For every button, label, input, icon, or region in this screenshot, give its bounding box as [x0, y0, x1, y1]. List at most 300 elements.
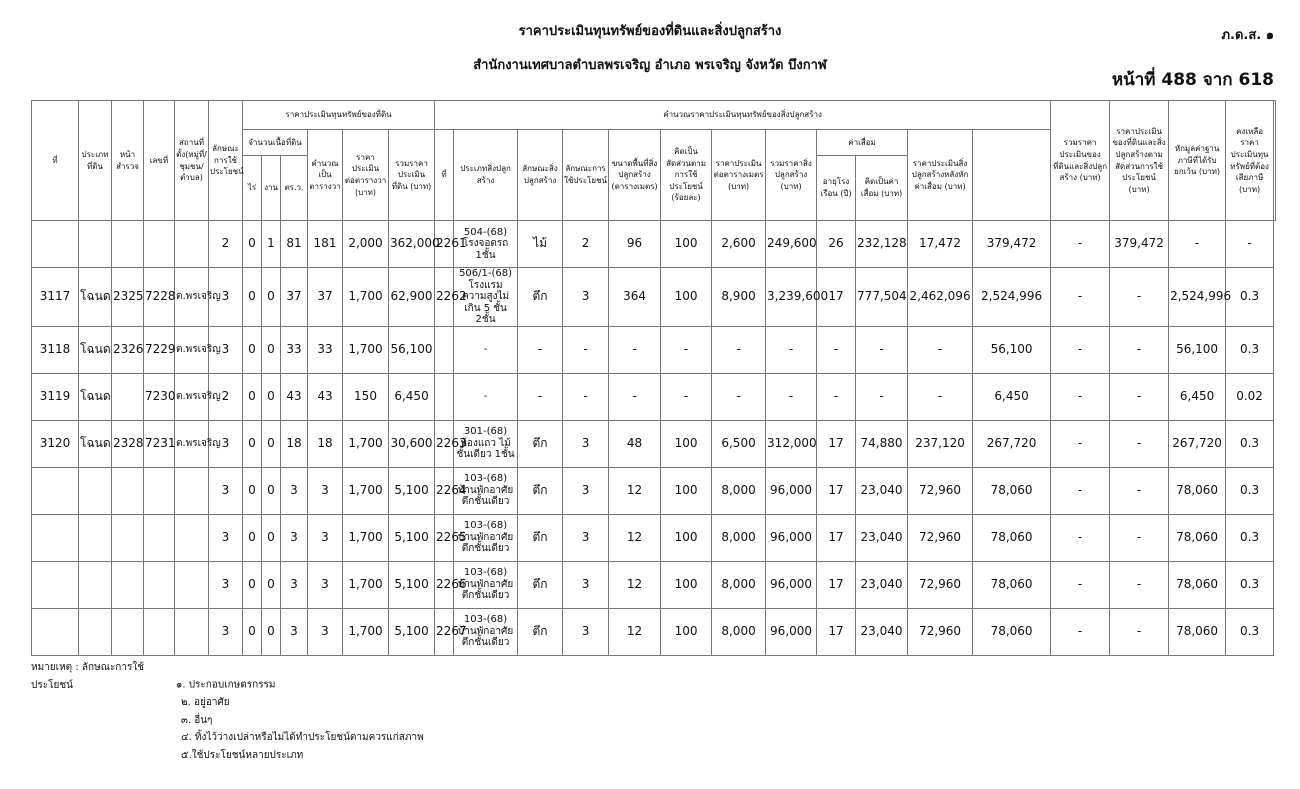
cell-survey-page: [112, 561, 144, 608]
cell-rai: 0: [243, 268, 262, 327]
cell-wa: 3: [281, 608, 308, 655]
cell-tax-rate: 0.3: [1226, 561, 1274, 608]
cell-b-type: 103-(68) บ้านพักอาศัยตึกชั้นเดียว: [454, 514, 518, 561]
cell-number: 7230: [144, 373, 175, 420]
cell-price-per-wa: 1,700: [343, 514, 389, 561]
cell-wa: 33: [281, 326, 308, 373]
cell-price-per-wa: 1,700: [343, 467, 389, 514]
cell-usage: 3: [209, 514, 243, 561]
header-taxable: คงเหลือราคาประเมินทุนทรัพย์ที่ต้องเสียภาษี (บาท): [1226, 101, 1274, 221]
cell-calc-wa: 3: [308, 514, 343, 561]
cell-land-type: โฉนด: [79, 373, 112, 420]
header-ngan: งาน: [262, 156, 281, 221]
cell-land-total: 362,000: [389, 221, 435, 268]
cell-no: [32, 467, 79, 514]
cell-b-ratio: 100: [661, 514, 712, 561]
cell-calc-wa: 181: [308, 221, 343, 268]
cell-b-no: 2262: [435, 268, 454, 327]
cell-b-price-m: -: [712, 326, 766, 373]
header-number: เลขที่: [144, 101, 175, 221]
cell-number: [144, 221, 175, 268]
header-depreciation-amount: คิดเป็นค่าเสื่อม (บาท): [856, 156, 908, 221]
cell-no: [32, 561, 79, 608]
cell-after-dep: 72,960: [908, 514, 973, 561]
cell-price-per-wa: 1,700: [343, 561, 389, 608]
cell-grand-total: 78,060: [973, 467, 1051, 514]
cell-b-no: 2266: [435, 561, 454, 608]
cell-no: 3118: [32, 326, 79, 373]
header-calc-wa: คำนวณเป็นตารางวา: [308, 130, 343, 221]
cell-after-dep: 17,472: [908, 221, 973, 268]
cell-calc-wa: 18: [308, 420, 343, 467]
header-building-size: ขนาดพื้นที่สิ่งปลูกสร้าง (ตารางเมตร): [609, 130, 661, 221]
cell-b-kind: -: [518, 373, 563, 420]
cell-rai: 0: [243, 221, 262, 268]
cell-number: [144, 561, 175, 608]
cell-b-kind: ตึก: [518, 268, 563, 327]
cell-calc-wa: 3: [308, 561, 343, 608]
cell-b-ratio: 100: [661, 221, 712, 268]
cell-usage: 3: [209, 561, 243, 608]
header-building-total: รวมราคาสิ่งปลูกสร้าง (บาท): [766, 130, 817, 221]
header-building-ratio: คิดเป็นสัดส่วนตามการใช้ประโยชน์ (ร้อยละ): [661, 130, 712, 221]
cell-rai: 0: [243, 373, 262, 420]
header-usage: ลักษณะการใช้ประโยชน์: [209, 101, 243, 221]
cell-tax-rate: 0.3: [1226, 608, 1274, 655]
cell-b-ratio: 100: [661, 608, 712, 655]
cell-land-total: 5,100: [389, 514, 435, 561]
cell-b-kind: ตึก: [518, 514, 563, 561]
cell-usage: 3: [209, 467, 243, 514]
cell-wa: 81: [281, 221, 308, 268]
cell-taxable: 6,450: [1169, 373, 1226, 420]
cell-grand-total: 78,060: [973, 514, 1051, 561]
cell-rai: 0: [243, 420, 262, 467]
header-building-no: ที่: [435, 130, 454, 221]
cell-by-ratio: -: [1051, 373, 1110, 420]
cell-taxable: 78,060: [1169, 608, 1226, 655]
cell-b-usage: 3: [563, 608, 609, 655]
table-row: [32, 420, 1276, 467]
cell-price-per-wa: 150: [343, 373, 389, 420]
notes-item: ๑. ประกอบเกษตรกรรม: [176, 679, 276, 691]
cell-b-no: 2264: [435, 467, 454, 514]
cell-b-no: 2265: [435, 514, 454, 561]
cell-b-type: 504-(68) โรงจอดรถ 1ชั้น: [454, 221, 518, 268]
cell-b-total: 312,000: [766, 420, 817, 467]
cell-b-type: -: [454, 326, 518, 373]
header-building-usage: ลักษณะการใช้ประโยชน์: [563, 130, 609, 221]
header-building-type: ประเภทสิ่งปลูกสร้าง: [454, 130, 518, 221]
cell-price-per-wa: 1,700: [343, 420, 389, 467]
cell-b-ratio: 100: [661, 561, 712, 608]
cell-b-ratio: 100: [661, 467, 712, 514]
cell-b-size: 12: [609, 608, 661, 655]
cell-location: ต.พรเจริญ: [175, 268, 209, 327]
cell-by-ratio: -: [1051, 221, 1110, 268]
cell-survey-page: [112, 467, 144, 514]
notes-item: ๔. ทิ้งไว้ว่างเปล่าหรือไม่ได้ทำประโยชน์ตามควรแก่สภาพ: [181, 732, 424, 743]
cell-ngan: 0: [262, 420, 281, 467]
table-row: [32, 467, 1276, 514]
cell-location: [175, 514, 209, 561]
cell-b-size: 364: [609, 268, 661, 327]
cell-dep-amount: 232,128: [856, 221, 908, 268]
cell-b-price-m: 2,600: [712, 221, 766, 268]
cell-b-price-m: 6,500: [712, 420, 766, 467]
cell-wa: 3: [281, 561, 308, 608]
table-row: [32, 268, 1276, 327]
cell-b-total: 96,000: [766, 608, 817, 655]
cell-b-price-m: 8,000: [712, 514, 766, 561]
cell-b-size: -: [609, 373, 661, 420]
cell-b-size: 96: [609, 221, 661, 268]
cell-deduction: -: [1110, 326, 1169, 373]
cell-b-type: 103-(68) บ้านพักอาศัยตึกชั้นเดียว: [454, 561, 518, 608]
cell-tax-rate: 0.3: [1226, 514, 1274, 561]
cell-rai: 0: [243, 326, 262, 373]
cell-b-no: 2267: [435, 608, 454, 655]
cell-taxable: 2,524,996: [1169, 268, 1226, 327]
cell-grand-total: 6,450: [973, 373, 1051, 420]
header-group-area: จำนวนเนื้อที่ดิน: [243, 130, 308, 156]
header-land-total: รวมราคาประเมินที่ดิน (บาท): [389, 130, 435, 221]
cell-dep-amount: 23,040: [856, 514, 908, 561]
header-wa: ตร.ว.: [281, 156, 308, 221]
cell-b-size: 12: [609, 514, 661, 561]
cell-number: 7228: [144, 268, 175, 327]
cell-wa: 43: [281, 373, 308, 420]
cell-b-type: 103-(68) บ้านพักอาศัยตึกชั้นเดียว: [454, 467, 518, 514]
cell-by-ratio: -: [1051, 608, 1110, 655]
cell-b-no: 2263: [435, 420, 454, 467]
cell-ngan: 1: [262, 221, 281, 268]
cell-land-total: 56,100: [389, 326, 435, 373]
notes-item: ๕.ใช้ประโยชน์หลายประเภท: [181, 749, 304, 761]
cell-land-type: โฉนด: [79, 268, 112, 327]
cell-b-kind: ตึก: [518, 420, 563, 467]
cell-b-total: 96,000: [766, 467, 817, 514]
cell-b-kind: ตึก: [518, 561, 563, 608]
cell-tax-rate: 0.3: [1226, 268, 1274, 327]
cell-land-type: [79, 608, 112, 655]
cell-no: [32, 608, 79, 655]
cell-deduction: -: [1110, 373, 1169, 420]
header-rai: ไร่: [243, 156, 262, 221]
cell-survey-page: 2325: [112, 268, 144, 327]
cell-after-dep: -: [908, 326, 973, 373]
cell-location: [175, 467, 209, 514]
header-group-land: ราคาประเมินทุนทรัพย์ของที่ดิน: [243, 101, 435, 130]
cell-usage: 2: [209, 221, 243, 268]
cell-tax-rate: 0.02: [1226, 373, 1274, 420]
header-building-kind: ลักษณะสิ่งปลูกสร้าง: [518, 130, 563, 221]
cell-taxable: 78,060: [1169, 467, 1226, 514]
cell-location: [175, 221, 209, 268]
cell-dep-amount: 74,880: [856, 420, 908, 467]
cell-b-price-m: 8,000: [712, 467, 766, 514]
cell-b-usage: 3: [563, 467, 609, 514]
cell-age: 17: [817, 514, 856, 561]
cell-by-ratio: -: [1051, 514, 1110, 561]
cell-b-kind: ไม้: [518, 221, 563, 268]
cell-survey-page: [112, 514, 144, 561]
cell-survey-page: [112, 221, 144, 268]
cell-grand-total: 267,720: [973, 420, 1051, 467]
cell-dep-amount: -: [856, 326, 908, 373]
table-row: [32, 221, 1276, 268]
cell-land-type: [79, 561, 112, 608]
cell-survey-page: 2328: [112, 420, 144, 467]
cell-by-ratio: -: [1051, 561, 1110, 608]
form-code: ภ.ด.ส. ๑: [1221, 28, 1274, 43]
cell-b-no: [435, 326, 454, 373]
cell-by-ratio: -: [1051, 420, 1110, 467]
cell-deduction: 379,472: [1110, 221, 1169, 268]
cell-after-dep: 72,960: [908, 467, 973, 514]
cell-b-price-m: -: [712, 373, 766, 420]
cell-age: 17: [817, 420, 856, 467]
cell-taxable: 78,060: [1169, 561, 1226, 608]
cell-land-total: 5,100: [389, 467, 435, 514]
cell-b-total: -: [766, 373, 817, 420]
cell-no: 3119: [32, 373, 79, 420]
cell-b-ratio: 100: [661, 268, 712, 327]
cell-ngan: 0: [262, 467, 281, 514]
cell-wa: 3: [281, 467, 308, 514]
cell-land-type: โฉนด: [79, 326, 112, 373]
cell-number: [144, 514, 175, 561]
cell-land-total: 30,600: [389, 420, 435, 467]
cell-survey-page: [112, 608, 144, 655]
cell-deduction: -: [1110, 420, 1169, 467]
cell-number: 7229: [144, 326, 175, 373]
cell-age: 17: [817, 467, 856, 514]
cell-number: [144, 467, 175, 514]
cell-tax-rate: 0.3: [1226, 326, 1274, 373]
cell-by-ratio: -: [1051, 326, 1110, 373]
cell-b-usage: 3: [563, 420, 609, 467]
cell-deduction: -: [1110, 561, 1169, 608]
cell-b-type: 103-(68) บ้านพักอาศัยตึกชั้นเดียว: [454, 608, 518, 655]
cell-land-type: [79, 514, 112, 561]
cell-b-total: 96,000: [766, 514, 817, 561]
cell-ngan: 0: [262, 373, 281, 420]
assessment-table: [31, 100, 1276, 656]
cell-after-dep: 237,120: [908, 420, 973, 467]
cell-b-type: -: [454, 373, 518, 420]
cell-ngan: 0: [262, 608, 281, 655]
cell-rai: 0: [243, 467, 262, 514]
cell-location: ต.พรเจริญ: [175, 326, 209, 373]
cell-b-kind: ตึก: [518, 608, 563, 655]
cell-price-per-wa: 1,700: [343, 608, 389, 655]
cell-b-size: 48: [609, 420, 661, 467]
header-price-per-wa: ราคาประเมินต่อตารางวา (บาท): [343, 130, 389, 221]
notes-section: [31, 659, 424, 764]
cell-land-total: 6,450: [389, 373, 435, 420]
table-row: [32, 373, 1276, 420]
cell-b-total: -: [766, 326, 817, 373]
header-age: อายุโรงเรือน (ปี): [817, 156, 856, 221]
table-body: [32, 221, 1276, 656]
cell-b-total: 3,239,600: [766, 268, 817, 327]
cell-b-ratio: -: [661, 373, 712, 420]
header-tax-rate: [1274, 101, 1276, 221]
cell-deduction: -: [1110, 268, 1169, 327]
cell-grand-total: 78,060: [973, 608, 1051, 655]
cell-after-dep: 72,960: [908, 608, 973, 655]
header-location: สถานที่ตั้ง(หมู่ที่/ชุมชน/ตำบล): [175, 101, 209, 221]
cell-b-usage: -: [563, 373, 609, 420]
cell-land-total: 5,100: [389, 561, 435, 608]
cell-age: 26: [817, 221, 856, 268]
cell-after-dep: -: [908, 373, 973, 420]
cell-price-per-wa: 1,700: [343, 268, 389, 327]
cell-taxable: 267,720: [1169, 420, 1226, 467]
cell-tax-rate: -: [1226, 221, 1274, 268]
cell-b-type: 301-(68) ห้องแถว ไม้ชั้นเดียว 1ชั้น: [454, 420, 518, 467]
cell-dep-amount: 23,040: [856, 608, 908, 655]
notes-item: ๒. อยู่อาศัย: [181, 697, 230, 708]
cell-land-total: 62,900: [389, 268, 435, 327]
table-header: [32, 101, 1276, 221]
cell-by-ratio: -: [1051, 467, 1110, 514]
cell-taxable: 78,060: [1169, 514, 1226, 561]
header-deduction: หักมูลค่าฐานภาษีที่ได้รับยกเว้น (บาท): [1169, 101, 1226, 221]
cell-wa: 37: [281, 268, 308, 327]
cell-tax-rate: 0.3: [1226, 467, 1274, 514]
cell-grand-total: 56,100: [973, 326, 1051, 373]
cell-b-price-m: 8,000: [712, 561, 766, 608]
header-survey-page: หน้าสำรวจ: [112, 101, 144, 221]
cell-dep-amount: 23,040: [856, 467, 908, 514]
cell-b-usage: 3: [563, 268, 609, 327]
cell-usage: 3: [209, 420, 243, 467]
cell-b-usage: -: [563, 326, 609, 373]
cell-b-no: [435, 373, 454, 420]
cell-age: 17: [817, 608, 856, 655]
cell-no: [32, 514, 79, 561]
cell-b-no: 2261: [435, 221, 454, 268]
cell-location: ต.พรเจริญ: [175, 373, 209, 420]
header-group-building: คำนวณราคาประเมินทุนทรัพย์ของสิ่งปลูกสร้าง: [435, 101, 1051, 130]
cell-no: [32, 221, 79, 268]
cell-taxable: 56,100: [1169, 326, 1226, 373]
cell-usage: 3: [209, 268, 243, 327]
page-indicator: หน้าที่ 488 จาก 618: [1111, 70, 1274, 90]
cell-b-kind: ตึก: [518, 467, 563, 514]
cell-wa: 3: [281, 514, 308, 561]
cell-b-price-m: 8,900: [712, 268, 766, 327]
cell-grand-total: 379,472: [973, 221, 1051, 268]
cell-b-usage: 2: [563, 221, 609, 268]
cell-b-kind: -: [518, 326, 563, 373]
header-no: ที่: [32, 101, 79, 221]
cell-ngan: 0: [262, 514, 281, 561]
cell-no: 3117: [32, 268, 79, 327]
cell-land-type: [79, 221, 112, 268]
cell-calc-wa: 3: [308, 467, 343, 514]
cell-land-type: โฉนด: [79, 420, 112, 467]
cell-age: -: [817, 373, 856, 420]
cell-usage: 2: [209, 373, 243, 420]
cell-location: ต.พรเจริญ: [175, 420, 209, 467]
cell-by-ratio: -: [1051, 268, 1110, 327]
cell-b-ratio: -: [661, 326, 712, 373]
cell-price-per-wa: 2,000: [343, 221, 389, 268]
cell-calc-wa: 43: [308, 373, 343, 420]
cell-grand-total: 2,524,996: [973, 268, 1051, 327]
cell-after-dep: 72,960: [908, 561, 973, 608]
cell-grand-total: 78,060: [973, 561, 1051, 608]
cell-tax-rate: 0.3: [1226, 420, 1274, 467]
cell-wa: 18: [281, 420, 308, 467]
header-building-price: ราคาประเมินต่อตารางเมตร (บาท): [712, 130, 766, 221]
cell-usage: 3: [209, 326, 243, 373]
cell-b-type: 506/1-(68) โรงแรม ความสูงไม่เกิน 5 ชั้น 2ชั้น: [454, 268, 518, 327]
header-group-depreciation: ค่าเสื่อม: [817, 130, 908, 156]
cell-dep-amount: -: [856, 373, 908, 420]
header-by-ratio: ราคาประเมินของที่ดินและสิ่งปลูกสร้างตามสัดส่วนการใช้ประโยชน์ (บาท): [1110, 101, 1169, 221]
cell-after-dep: 2,462,096: [908, 268, 973, 327]
cell-ngan: 0: [262, 561, 281, 608]
cell-ngan: 0: [262, 326, 281, 373]
header-land-type: ประเภทที่ดิน: [79, 101, 112, 221]
cell-no: 3120: [32, 420, 79, 467]
cell-location: [175, 561, 209, 608]
header-after-depreciation: ราคาประเมินสิ่งปลูกสร้างหลังหักค่าเสื่อม (บาท): [908, 130, 973, 221]
cell-b-usage: 3: [563, 561, 609, 608]
cell-ngan: 0: [262, 268, 281, 327]
cell-survey-page: [112, 373, 144, 420]
cell-rai: 0: [243, 561, 262, 608]
cell-dep-amount: 23,040: [856, 561, 908, 608]
cell-b-total: 249,600: [766, 221, 817, 268]
document-subtitle: สำนักงานเทศบาลตำบลพรเจริญ อำเภอ พรเจริญ จังหวัด บึงกาฬ: [473, 58, 827, 73]
cell-age: -: [817, 326, 856, 373]
cell-calc-wa: 33: [308, 326, 343, 373]
table-row: [32, 514, 1276, 561]
cell-age: 17: [817, 561, 856, 608]
cell-b-price-m: 8,000: [712, 608, 766, 655]
cell-rai: 0: [243, 514, 262, 561]
table-row: [32, 561, 1276, 608]
cell-rai: 0: [243, 608, 262, 655]
cell-deduction: -: [1110, 514, 1169, 561]
table-row: [32, 326, 1276, 373]
cell-b-size: -: [609, 326, 661, 373]
cell-price-per-wa: 1,700: [343, 326, 389, 373]
notes-label: หมายเหตุ : ลักษณะการใช้ประโยชน์: [31, 662, 145, 691]
cell-land-type: [79, 467, 112, 514]
cell-land-total: 5,100: [389, 608, 435, 655]
cell-number: [144, 608, 175, 655]
cell-usage: 3: [209, 608, 243, 655]
cell-b-ratio: 100: [661, 420, 712, 467]
cell-survey-page: 2326: [112, 326, 144, 373]
cell-deduction: -: [1110, 608, 1169, 655]
table-row: [32, 608, 1276, 655]
cell-b-size: 12: [609, 467, 661, 514]
cell-b-usage: 3: [563, 514, 609, 561]
header-grand-total: รวมราคาประเมินของที่ดินและสิ่งปลูกสร้าง (บาท): [1051, 101, 1110, 221]
notes-item: ๓. อื่นๆ: [181, 714, 213, 726]
cell-dep-amount: 777,504: [856, 268, 908, 327]
cell-deduction: -: [1110, 467, 1169, 514]
cell-taxable: -: [1169, 221, 1226, 268]
cell-age: 17: [817, 268, 856, 327]
